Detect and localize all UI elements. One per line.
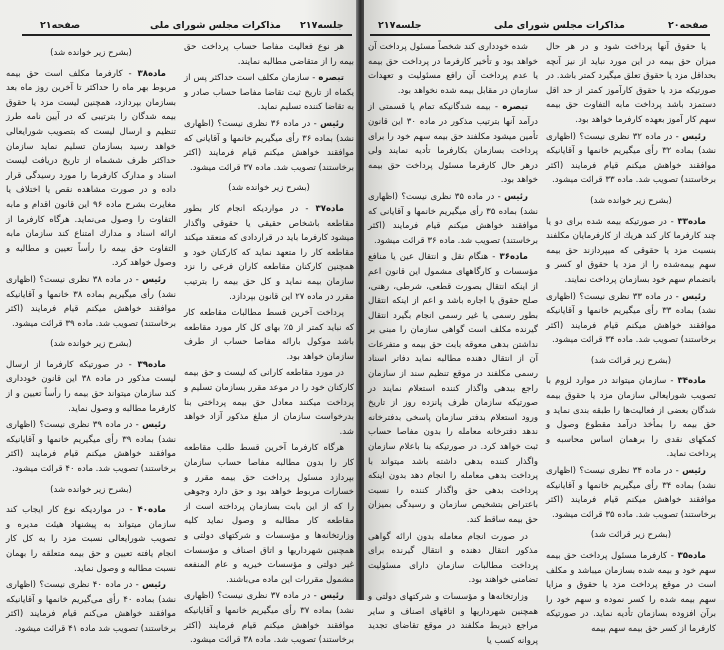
paragraph: [368, 190, 538, 248]
paragraph: [6, 503, 176, 576]
paragraph: [546, 374, 716, 462]
paragraph: [546, 130, 716, 188]
paragraph-text: - در ماده ۳۲ نظری نیست؟ (اظهاری نشد) بماده ۳۲ رأی میگیریم خانمها و آقایانیکه موافقند خواهش میکنم قیام فرمایند (اکثر برخاستند) تصویب شد. ماده ۳۳ قرائت میشود.: [546, 131, 717, 186]
right-page: [364, 0, 724, 646]
paragraph-lead: رئیس: [682, 131, 706, 142]
paragraph-text: در مورد مقاطعه کارانی که لیست و حق بیمه کارکنان خود را در موعد مقرر بسازمان تسلیم و پرداخت میکنند معادل حق بیمه پرداختی بنا بدرخواست سازمان از مبلغ مذکور آزاد خواهد شد.: [184, 368, 354, 437]
paragraph-text: وزارتخانه‌ها و مؤسسات و شرکتهای دولتی و همچنین شهرداریها و اتاقهای اصناف و سایر مراجع ذیربط مکلفند در موقع تقاضای تجدید پروانه کسب یا: [368, 591, 538, 646]
paragraph: [184, 366, 354, 439]
paragraph-text: در صورت انجام معامله بدون ارائه گواهی مذکور انتقال دهنده و انتقال گیرنده برای پرداخت مطالبات سازمان دارای مسئولیت تضامنی خواهند بود.: [368, 531, 538, 586]
paragraph: [546, 464, 716, 522]
paragraph-text: پرداخت آخرین قسط مطالبات مقاطعه کار که نباید کمتر از ۵٪ بهای کل کار مورد مقاطعه باشد موکول بارائه مفاصا حساب از طرف سازمان خواهد بود.: [184, 308, 354, 362]
reading-note: [546, 194, 716, 209]
paragraph-lead: رئیس: [142, 420, 166, 431]
paragraph: [6, 273, 176, 331]
left-page: [0, 0, 358, 646]
paragraph-text: - در مواردیکه نوع کار ایجاب کند سازمان میتواند به پیشنهاد هیئت مدیره و تصویب شورایعالی نسبت مزد را به کل کار انجام یافته تعیین و حق بیمه متعلقه را بهمان نسبت مطالبه و وصول نماید.: [6, 505, 176, 574]
paragraph-text: - کارفرما مسئول پرداخت حق بیمه سهم خود و بیمه شده بسازمان میباشد و مکلف است در موقع پرداخت مزد یا حقوق و مزایا سهم بیمه شده را کسر نموده و سهم خود را برآن افزوده بسازمان تأدیه نماید. در صورتیکه کارفرما از کسر حق بیمه سهم بیمه: [546, 551, 716, 634]
paragraph-lead: تبصره: [502, 102, 528, 113]
page-number: صفحه۲۱: [40, 20, 81, 31]
paragraph-text: (بشرح زیر قرائت شد): [590, 530, 672, 541]
paragraph: [368, 250, 538, 527]
paragraph-text: (بشرح زیر خوانده شد): [228, 183, 310, 194]
text-column-right: [546, 40, 716, 639]
paragraph-text: - در ماده ۳۴ نظری نیست؟ (اظهاری نشد) بماده ۳۴ رأی میگیریم خانمها و آقایانیکه موافقند خواهش میکنم قیام فرمایند (اکثر برخاستند) تصویب شد. ماده ۳۵ قرائت میشود.: [546, 466, 717, 520]
paragraph: [546, 215, 716, 288]
paragraph-text: (بشرح زیر خوانده شد): [50, 339, 132, 350]
reading-note: [6, 46, 176, 61]
paragraph-text: - در صورتیکه کارفرما از ارسال لیست مذکور در ماده ۳۸ این قانون خودداری کند سازمان میتواند حق بیمه را رأساً تعیین و از کارفرما مطالبه و وصول نماید.: [6, 359, 176, 414]
paragraph: [368, 100, 538, 188]
paragraph-lead: رئیس: [504, 191, 528, 202]
paragraph-text: (بشرح زیر خوانده شد): [50, 48, 132, 58]
paragraph: [184, 40, 354, 69]
running-title: مذاکرات مجلس شورای ملی: [494, 20, 625, 31]
reading-note: [6, 483, 176, 498]
paragraph-text: یا حقوق آنها پرداخت شود و در هر حال میزان حق بیمه در این مورد نباید از نیز آنچه بحداقل مزد یا حقوق تعلق میگیرد کمتر باشد. در صورتیکه مزد یا حقوق کارآموز کمتر از حد اقل دستمزد باشد پرداخت مابه التفاوت حق بیمه سهم کار آموز بعهده کارفرما خواهد بود.: [546, 42, 716, 125]
paragraph-text: - سازمان میتواند در موارد لزوم با تصویب شورایعالی سازمان مزد یا حقوق بیمه شدگان بعضی از فعالیت‌ها را طبقه بندی نماید و حق بیمه را بمأخذ درآمد مقطوع وصول و کمکهای نقدی را برهمان اساس محاسبه و پرداخت نماید.: [546, 376, 716, 460]
header-rule: [22, 34, 352, 36]
reading-note: [546, 354, 716, 369]
paragraph-text: - در صورتیکه بیمه شده برای دو یا چند کارفرما کار کند هریك از کارفرمایان مکلفند بنسبت مزد یا حقوقی که میپردازند حق بیمه سهم بیمه‌شده را از مزد یا حقوق او کسر و بانضمام سهم خود بسازمان پرداخت نمایند.: [546, 216, 716, 285]
paragraph-lead: رئیس: [320, 118, 344, 129]
paragraph-lead: ماده۴۰: [137, 505, 166, 516]
paragraph-lead: ماده۳۵: [677, 551, 706, 561]
text-column-left: [368, 40, 538, 650]
paragraph-lead: ماده۳۳: [677, 216, 706, 227]
paragraph-text: - هنگام نقل و انتقال عین یا منافع مؤسسات و کارگاههای مشمول این قانون اعم از اینکه انتقال بصورت قطعی، شرطی، رهنی، صلح حقوق یا اجاره باشد و اعم از اینکه انتقال بطور رسمی یا غیر رسمی انجام بگیرد انتقال گیرنده مکلف است گواهی سازمان را مبنی بر نداشتن بدهی معوقه بابت حق بیمه و متفرعات آن از انتقال دهنده مطالبه نماید دفاتر اسناد رسمی مکلفند در موقع تنظیم سند از سازمان راجع ببدهی واگذار کننده استعلام نمایند در صورتیکه سازمان ظرف پانزده روز از تاریخ ورود استعلام بدفتر سازمان پاسخی بدفترخانه ندهد دفترخانه معامله را بدون مفاصا حساب ثبت خواهد کرد. در صورتیکه بنا باعلام سازمان واگذار کننده بدهی داشته باشد میتواند با پرداخت بدهی معامله را انجام دهد بدون اینکه پرداخت بدهی حق واگذار کننده را نسبت باعتراض بتشخیص سازمان و رسیدگی بمیزان حق بیمه ساقط کند.: [368, 252, 538, 525]
paragraph-lead: ماده۳۴: [677, 376, 706, 387]
session-number: جلسه۲۱۷: [300, 20, 344, 31]
paragraph: [184, 441, 354, 587]
paragraph-text: - در ماده ۳۵ نظری نیست؟ (اظهاری نشد) بماده ۳۵ رأی میگیریم خانمها و آقایانی که موافقند خواهش میکنم قیام فرمایند (اکثر برخاستند) تصویب شد. ماده ۳۶ قرائت میشود.: [368, 191, 538, 246]
paragraph-text: - بیمه شدگانیکه تمام یا قسمتی از درآمد آنها بترتیب مذکور در ماده ۳۰ این قانون تأمین میشود مکلفند حق بیمه سهم خود را برای پرداخت بسازمان بکارفرما تأدیه نمایند ولی درهر حال کارفرما مسئول پرداخت حق بیمه خواهد بود.: [368, 102, 539, 186]
paragraph: [546, 290, 716, 348]
paragraph-text: - در ماده ۳۷ نظری نیست؟ (اظهاری نشد) بماده ۳۷ رأی میگیریم خانمها و آقایانیکه موافقند خواهش میکنم قیام فرمایند (اکثر برخاستند) تصویب شد. ماده ۳۸ قرائت میشود.: [184, 591, 355, 646]
paragraph: [6, 67, 176, 271]
text-column-left: [6, 40, 176, 639]
paragraph: [368, 590, 538, 648]
paragraph-lead: ماده۳۷: [315, 203, 344, 214]
paragraph: [368, 530, 538, 588]
paragraph-lead: رئیس: [142, 274, 166, 285]
paragraph: [184, 202, 354, 304]
paragraph: [184, 71, 354, 115]
paragraph-lead: رئیس: [142, 580, 166, 591]
session-number: جلسه۲۱۷: [378, 20, 422, 31]
paragraph-text: (بشرح زیر خوانده شد): [50, 484, 132, 495]
paragraph-text: (بشرح زیر قرائت شد): [590, 355, 672, 366]
paragraph-lead: ماده۳۹: [137, 359, 166, 370]
paragraph: [6, 578, 176, 636]
paragraph: [184, 589, 354, 647]
paragraph: [184, 117, 354, 175]
paragraph-lead: ماده۳۸: [137, 68, 166, 79]
paragraph-text: - در مواردیکه انجام کار بطور مقاطعه باشخاص حقیقی یا حقوقی واگذار میشود کارفرما باید در قراردادی که منعقد میکند مقاطعه کار را متعهد نماید که کارکنان خود و همچنین کارکنان مقاطعه کاران فرعی را نزد سازمان بیمه نماید و کل حق بیمه را بترتیب مقرر در ماده ۲۷ این قانون بپردازد.: [184, 203, 354, 302]
paragraph: [6, 418, 176, 476]
paragraph: [184, 306, 354, 364]
paragraph-lead: رئیس: [682, 291, 706, 302]
paragraph: [6, 358, 176, 416]
paragraph-text: - در ماده ۳۶ نظری نیست؟ (اظهاری نشد) بماده ۳۶ رأی میگیریم خانمها و آقایانی که موافقند خواهش میکنم قیام فرمایند (اکثر برخاستند) تصویب شد. ماده ۳۷ قرائت میشود.: [184, 118, 354, 173]
paragraph-text: هرگاه کارفرما آخرین قسط طلب مقاطعه کار را بدون مطالبه مفاصا حساب سازمان بپردازد مسئول پرداخت حق بیمه مقرر و خسارات مربوط خواهد بود و حق دارد وجوهی را که از این بابت بسازمان پرداخته است از مقاطعه کار مطالبه و وصول نماید کلیه وزارتخانه‌ها و مؤسسات و شرکتهای دولتی و همچنین شهرداریها و اتاق اصناف و مؤسسات غیر دولتی و مؤسسات خیریه و عام المنفعه مشمول مقررات این ماده می‌باشند.: [184, 443, 354, 585]
paragraph-lead: ماده۳۶: [499, 252, 528, 263]
reading-note: [546, 528, 716, 543]
running-title: مذاکرات مجلس شورای ملی: [150, 20, 281, 31]
paragraph-lead: رئیس: [320, 591, 344, 602]
paragraph-text: - در ماده ۴۰ نظری نیست؟ (اظهاری نشد) بماده ۴۰ رأی می‌گیریم خانمها و آقایانیکه موافقند خواهش می‌کنم قیام فرمایند (اکثر برخاستند) تصویب شد ماده ۴۱ قرائت میشود.: [6, 580, 176, 634]
text-column-right: [184, 40, 354, 650]
paragraph-text: هر نوع فعالیت مفاصا حساب پرداخت حق بیمه را از متقاضی مطالبه نمایند.: [184, 42, 354, 67]
paragraph-text: - در ماده ۳۳ نظری نیست؟ (اظهاری نشد) بماده ۳۳ رأی میگیریم خانمها و آقایانیکه موافقند خواهش میکنم قیام فرمایند (اکثر برخاستند) تصویب شد. ماده ۳۴ قرائت میشود.: [546, 291, 717, 346]
paragraph: [546, 549, 716, 637]
reading-note: [184, 181, 354, 196]
paragraph: [368, 40, 538, 98]
paragraph-text: - کارفرما مکلف است حق بیمه مربوط بهر ماه را حداکثر تا آخرین روز ماه بعد بسازمان بپردازد، همچنین لیست مزد یا حقوق بیمه شدگان را بترتیبی که در آیین نامه طرز تنظیم و ارسال لیست که بتصویب شورایعالی خواهد رسید بسازمان تسلیم نماید سازمان حداکثر ظرف ششماه از تاریخ دریافت لیست اسناد و مدارک کارفرما را مورد رسیدگی قرار داده و در صورت مشاهده نقص یا اختلاف یا مغایرت بشرح ماده ۹۶ این قانون اقدام و مابه التفاوت را وصول می‌نماید. هرگاه کارفرما از ارائه اسناد و مدارك امتناع کند سازمان مابه التفاوت حق بیمه را رأساً تعیین و مطالبه و وصول خواهد کرد.: [6, 68, 177, 269]
reading-note: [6, 337, 176, 352]
paragraph-lead: رئیس: [682, 466, 706, 477]
page-number: صفحه۲۰: [668, 20, 709, 31]
paragraph-text: - سازمان مکلف است حداکثر پس از یکماه از تاریخ ثبت تقاضا مفاصا حساب صادر و به تقاضا کننده تسلیم نماید.: [184, 73, 354, 113]
header-rule: [370, 34, 710, 36]
paragraph-text: - در ماده ۳۸ نظری نیست؟ (اظهاری نشد) رأی میگیریم بماده ۳۸ خانمها و آقایانیکه موافقند خواهش میکنم قیام فرمایند (اکثر برخاستند) تصویب شد. ماده ۳۹ قرائت میشود.: [6, 274, 176, 329]
paragraph: [546, 40, 716, 128]
paragraph-text: - در ماده ۳۹ نظری نیست؟ (اظهاری نشد) بماده ۳۹ رأی میگیریم خانمها و آقایانیکه موافقند خواهش میکنم قیام فرمایند (اکثر برخاستند) تصویب شد. ماده ۴۰ قرائت میشود.: [6, 420, 177, 475]
paragraph-text: شده خودداری کند شخصاً مسئول پرداخت آن خواهد بود و تأخیر کارفرما در پرداخت حق بیمه یا عدم پرداخت آن رافع مسئولیت و تعهدات سازمان در مقابل بیمه شده نخواهد بود.: [368, 42, 538, 96]
paragraph-lead: تبصره: [318, 73, 344, 84]
paragraph-text: (بشرح زیر خوانده شد): [590, 195, 672, 206]
